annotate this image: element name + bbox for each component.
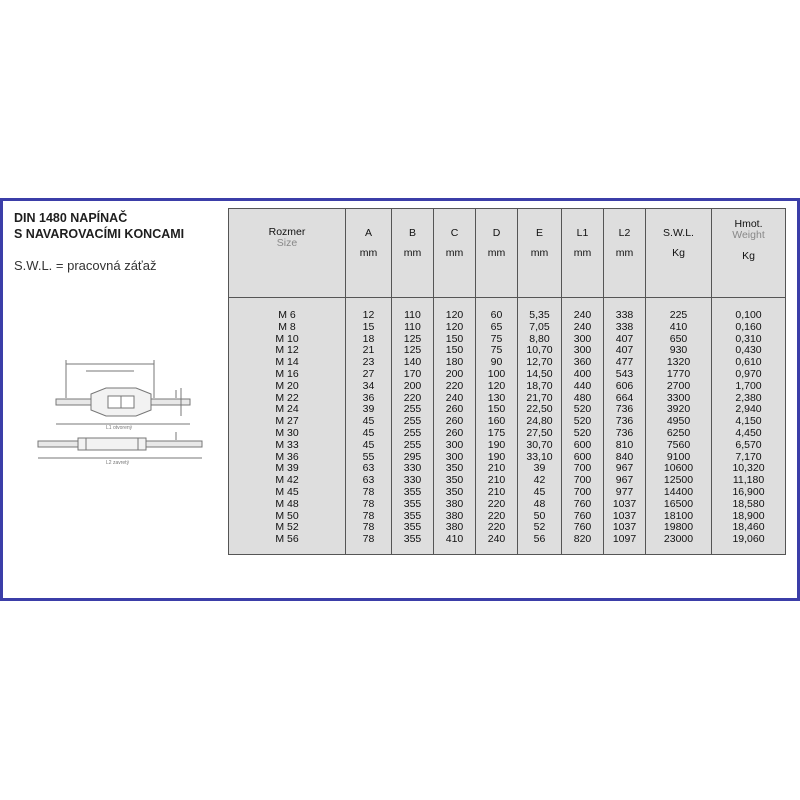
table-cell: M 16 (229, 369, 346, 381)
title-line-1: DIN 1480 NAPÍNAČ (14, 211, 128, 225)
table-cell: 0,100 (735, 309, 762, 321)
table-cell: 0,970 (735, 367, 762, 380)
table-cell: 48 (518, 499, 562, 511)
table-cell: 6250 (646, 428, 712, 440)
table-cell: 12 (346, 310, 392, 322)
table-cell: 977 (604, 487, 646, 499)
table-cell: 1,700 (735, 379, 762, 392)
table-cell: 125 (392, 334, 434, 346)
table-cell: 255 (392, 440, 434, 452)
header-d: D mm (476, 209, 518, 298)
turnbuckle-technical-drawing (36, 358, 206, 468)
table-cell: 18100 (646, 511, 712, 523)
table-cell: 840 (604, 452, 646, 464)
table-cell: 24,80 (518, 416, 562, 428)
table-row (229, 428, 786, 440)
table-cell: 10600 (646, 463, 712, 475)
table-cell: 1037 (604, 511, 646, 523)
table-cell: 200 (434, 369, 476, 381)
table-row (229, 334, 786, 346)
table-cell: 736 (604, 428, 646, 440)
table-cell: 21 (346, 345, 392, 357)
table-cell: 240 (434, 393, 476, 405)
table-cell: 5,35 (518, 310, 562, 322)
table-cell: 3920 (646, 404, 712, 416)
table-cell: 90 (476, 357, 518, 369)
table-cell: 380 (434, 522, 476, 534)
table-cell: 45 (518, 487, 562, 499)
table-row (229, 463, 786, 475)
table-row (229, 369, 786, 381)
table-cell: 78 (346, 499, 392, 511)
table-cell: 45 (346, 428, 392, 440)
product-title (14, 210, 184, 242)
table-cell: 520 (562, 416, 604, 428)
table-cell: 65 (476, 322, 518, 334)
table-cell: 543 (604, 369, 646, 381)
l2-dimension-label: L2 zavretý (106, 460, 130, 466)
table-cell: 355 (392, 487, 434, 499)
table-cell: 260 (434, 404, 476, 416)
table-cell: 56 (518, 534, 562, 546)
table-cell: 355 (392, 522, 434, 534)
table-cell: 78 (346, 511, 392, 523)
table-cell: 330 (392, 463, 434, 475)
table-cell: M 42 (229, 475, 346, 487)
table-cell: M 24 (229, 404, 346, 416)
table-cell: 78 (346, 534, 392, 546)
table-cell: 255 (392, 428, 434, 440)
table-cell: 34 (346, 381, 392, 393)
table-cell: M 8 (229, 322, 346, 334)
table-cell: 10,70 (518, 345, 562, 357)
table-cell: 0,430 (735, 344, 762, 357)
table-cell: 350 (434, 463, 476, 475)
table-cell: 120 (434, 322, 476, 334)
table-cell: 210 (476, 487, 518, 499)
table-cell: 190 (476, 452, 518, 464)
table-cell: 255 (392, 416, 434, 428)
table-cell: M 20 (229, 381, 346, 393)
table-cell: 410 (434, 534, 476, 546)
table-cell: M 52 (229, 522, 346, 534)
table-cell: 7560 (646, 440, 712, 452)
table-cell: 820 (562, 534, 604, 546)
table-header-row (229, 209, 786, 298)
table-cell: 36 (346, 393, 392, 405)
table-cell: 170 (392, 369, 434, 381)
table-cell: 700 (562, 475, 604, 487)
table-cell: 240 (562, 310, 604, 322)
table-cell: 50 (518, 511, 562, 523)
table-cell: 15 (346, 322, 392, 334)
table-cell: 380 (434, 499, 476, 511)
table-cell: 1320 (646, 357, 712, 369)
table-cell: 2,940 (735, 403, 762, 416)
table-cell: 4,450 (735, 426, 762, 439)
header-a: A mm (346, 209, 392, 298)
table-cell: 19800 (646, 522, 712, 534)
table-cell: 160 (476, 416, 518, 428)
table-cell: 52 (518, 522, 562, 534)
table-cell: 140 (392, 357, 434, 369)
table-row (229, 322, 786, 334)
table-cell: 225 (646, 310, 712, 322)
table-cell: 125 (392, 345, 434, 357)
table-cell: 350 (434, 487, 476, 499)
table-row (229, 487, 786, 499)
table-cell: M 48 (229, 499, 346, 511)
table-row (229, 345, 786, 357)
table-cell: 300 (562, 345, 604, 357)
table-cell: 18,580 (732, 497, 765, 510)
table-cell: 42 (518, 475, 562, 487)
table-cell: 63 (346, 475, 392, 487)
table-cell: 21,70 (518, 393, 562, 405)
table-row (229, 357, 786, 369)
table-cell: 16500 (646, 499, 712, 511)
table-cell: 220 (434, 381, 476, 393)
swl-note: S.W.L. = pracovná záťaž (14, 258, 157, 273)
table-cell: 255 (392, 404, 434, 416)
table-cell: 23000 (646, 534, 712, 546)
table-cell: 700 (562, 463, 604, 475)
table-cell: 4,150 (735, 415, 762, 428)
table-cell: 120 (434, 310, 476, 322)
table-cell: 360 (562, 357, 604, 369)
table-cell: 78 (346, 487, 392, 499)
header-c: C mm (434, 209, 476, 298)
table-cell: 175 (476, 428, 518, 440)
table-cell: M 50 (229, 511, 346, 523)
table-cell: 16,900 (732, 485, 765, 498)
table-cell: 210 (476, 475, 518, 487)
table-cell: 300 (562, 334, 604, 346)
table-cell: 1097 (604, 534, 646, 546)
table-cell: 220 (476, 522, 518, 534)
table-cell: 380 (434, 511, 476, 523)
table-cell: 600 (562, 440, 604, 452)
table-cell: 240 (476, 534, 518, 546)
table-cell: 355 (392, 511, 434, 523)
table-cell: 810 (604, 440, 646, 452)
table-cell: 12500 (646, 475, 712, 487)
table-cell: 8,80 (518, 334, 562, 346)
table-cell: 520 (562, 404, 604, 416)
header-size: Rozmer Size (229, 209, 346, 298)
table-cell: 220 (476, 499, 518, 511)
table-cell: 12,70 (518, 357, 562, 369)
table-cell: 210 (476, 463, 518, 475)
table-cell: 410 (646, 322, 712, 334)
table-cell: 736 (604, 404, 646, 416)
table-cell: M 39 (229, 463, 346, 475)
header-l1: L1 mm (562, 209, 604, 298)
table-cell: 18,900 (732, 509, 765, 522)
table-cell: 760 (562, 499, 604, 511)
table-cell: 300 (434, 452, 476, 464)
table-cell: 100 (476, 369, 518, 381)
table-cell: 220 (476, 511, 518, 523)
table-cell: 480 (562, 393, 604, 405)
table-cell: 14,50 (518, 369, 562, 381)
table-cell: 350 (434, 475, 476, 487)
table-cell: 18,460 (732, 521, 765, 534)
table-cell: 967 (604, 463, 646, 475)
table-cell: M 10 (229, 334, 346, 346)
table-cell: M 22 (229, 393, 346, 405)
table-row (229, 440, 786, 452)
table-cell: 300 (434, 440, 476, 452)
table-cell: 260 (434, 416, 476, 428)
table-cell: 30,70 (518, 440, 562, 452)
table-row (229, 522, 786, 534)
table-cell: 110 (392, 310, 434, 322)
table-row (229, 499, 786, 511)
table-cell: 10,320 (732, 462, 765, 475)
table-cell: 22,50 (518, 404, 562, 416)
table-cell: 407 (604, 345, 646, 357)
table-cell: 736 (604, 416, 646, 428)
table-cell: M 14 (229, 357, 346, 369)
table-cell: 600 (562, 452, 604, 464)
table-cell: 477 (604, 357, 646, 369)
table-cell: 75 (476, 334, 518, 346)
table-cell: 23 (346, 357, 392, 369)
table-cell: 39 (518, 463, 562, 475)
table-cell: 240 (562, 322, 604, 334)
table-cell: 220 (392, 393, 434, 405)
turnbuckle-drawing (36, 358, 206, 473)
table-cell: 110 (392, 322, 434, 334)
table-cell: 6,570 (735, 438, 762, 451)
table-cell: 338 (604, 310, 646, 322)
table-cell: 330 (392, 475, 434, 487)
table-cell: 1037 (604, 499, 646, 511)
table-cell: 3300 (646, 393, 712, 405)
header-weight: Hmot. Weight Kg (712, 209, 786, 298)
table-row (229, 534, 786, 546)
l1-dimension-label: L1 otvorený (106, 425, 133, 431)
table-cell: 130 (476, 393, 518, 405)
table-cell: 150 (476, 404, 518, 416)
table-cell: M 30 (229, 428, 346, 440)
table-cell: 150 (434, 345, 476, 357)
header-l2: L2 mm (604, 209, 646, 298)
table-cell: 7,05 (518, 322, 562, 334)
table-cell: 180 (434, 357, 476, 369)
table-cell: 190 (476, 440, 518, 452)
table-cell: 4950 (646, 416, 712, 428)
table-cell: 18,70 (518, 381, 562, 393)
table-cell: 45 (346, 440, 392, 452)
table-row (229, 452, 786, 464)
table-cell: 760 (562, 522, 604, 534)
table-cell: 11,180 (732, 474, 765, 487)
table-cell: 63 (346, 463, 392, 475)
table-row (229, 511, 786, 523)
table-cell: M 33 (229, 440, 346, 452)
table-cell: 18 (346, 334, 392, 346)
table-cell: 260 (434, 428, 476, 440)
table-cell: 1037 (604, 522, 646, 534)
header-swl: S.W.L. Kg (646, 209, 712, 298)
table-cell: M 12 (229, 345, 346, 357)
table-cell: 2700 (646, 381, 712, 393)
table-cell: 355 (392, 499, 434, 511)
table-cell: 400 (562, 369, 604, 381)
title-line-2: S NAVAROVACÍMI KONCAMI (14, 227, 185, 241)
table-cell: M 6 (229, 310, 346, 322)
header-e: E mm (518, 209, 562, 298)
table-row (229, 393, 786, 405)
table-cell: 45 (346, 416, 392, 428)
table-cell: 760 (562, 511, 604, 523)
table-cell: M 36 (229, 452, 346, 464)
table-row (229, 404, 786, 416)
table-cell: 39 (346, 404, 392, 416)
table-cell: 664 (604, 393, 646, 405)
table-cell: 60 (476, 310, 518, 322)
table-cell: M 45 (229, 487, 346, 499)
table-cell: 150 (434, 334, 476, 346)
header-b: B mm (392, 209, 434, 298)
table-cell: 0,310 (735, 332, 762, 345)
table-cell: 0,610 (735, 356, 762, 369)
table-cell: 407 (604, 334, 646, 346)
table-row (229, 416, 786, 428)
table-cell: 14400 (646, 487, 712, 499)
table-cell: 440 (562, 381, 604, 393)
table-cell: 78 (346, 522, 392, 534)
table-cell: 606 (604, 381, 646, 393)
table-cell: 930 (646, 345, 712, 357)
table-cell: 27 (346, 369, 392, 381)
table-cell: 520 (562, 428, 604, 440)
table-cell: 200 (392, 381, 434, 393)
table-cell: 355 (392, 534, 434, 546)
table-cell: 700 (562, 487, 604, 499)
table-cell: M 27 (229, 416, 346, 428)
table-cell: 120 (476, 381, 518, 393)
table-row (229, 310, 786, 322)
table-row (229, 381, 786, 393)
table-cell: 338 (604, 322, 646, 334)
table-cell: M 56 (229, 534, 346, 546)
table-cell: 650 (646, 334, 712, 346)
table-cell: 27,50 (518, 428, 562, 440)
table-cell: 967 (604, 475, 646, 487)
table-cell: 19,060 (732, 533, 765, 546)
table-cell: 33,10 (518, 452, 562, 464)
table-cell: 7,170 (735, 450, 762, 463)
table-cell: 1770 (646, 369, 712, 381)
dimensions-table (228, 208, 786, 555)
table-cell: 55 (346, 452, 392, 464)
table-cell: 75 (476, 345, 518, 357)
table-cell: 295 (392, 452, 434, 464)
table-cell: 9100 (646, 452, 712, 464)
table-cell: 2,380 (735, 391, 762, 404)
table-cell: 0,160 (735, 320, 762, 333)
table-row (229, 475, 786, 487)
